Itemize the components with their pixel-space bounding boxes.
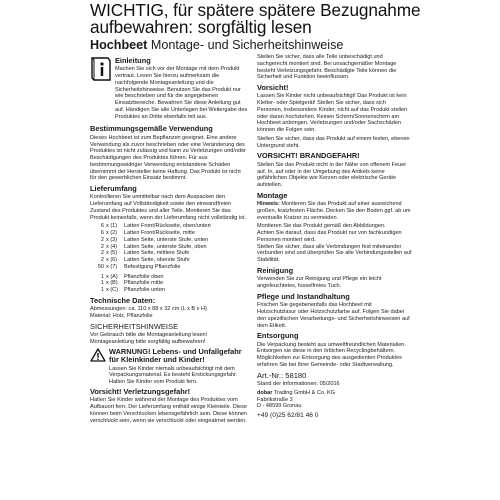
part-row: 2 x (4) Latten Seite, unterste Stufe, oben — [100, 243, 207, 250]
montage-text-2: Montieren Sie das Produkt gemäß den Abbildungen. — [257, 223, 386, 230]
info-date: Stand der Informationen: 05/2016 — [257, 381, 340, 388]
company-city: D - 48599 Gronau — [257, 403, 302, 410]
part-row: 1 x (A) Pflanzfolie oben — [100, 273, 164, 280]
vorsicht-text-left: Halten Sie Kinder während der Montage des Produktes vom Aufbauort fern. Der Lieferumfang enthält einige Kleinteile. Diese können beim Verschlucken lebensgefährlich sein. Diese können verschluckt sein, wenn sie verschluckt oder eingeatmet werden. — [90, 397, 247, 424]
company-street: Fabrikstraße 3 — [257, 396, 293, 403]
reinigung-heading: Reinigung — [257, 265, 294, 275]
company-phone: +49 (0)25 62/81 46 0 — [257, 412, 319, 420]
part-row: 6 x (1) Latten Front/Rückseite, oben/unten — [100, 223, 211, 230]
einleitung-section — [90, 54, 248, 122]
montage-safety-text: Stellen Sie sicher, dass alle Teile unbeschädigt und sachgerecht montiert sind. Bei unsachgemäßer Montage besteht Verletzungsgefahr. Beschädigte Teile können die Sicherheit und Funktion beeinflussen. — [257, 54, 397, 81]
vorsicht-heading-left: Vorsicht! Verletzungsgefahr! — [90, 386, 191, 396]
vorsicht-text: Lassen Sie Kinder nicht unbeaufsichtigt! Das Produkt ist kein Kletter- oder Spielgerät! Stellen Sie sicher, dass sich Personen, insbesondere Kinder, nicht auf das Produkt stellen oder daran hochziehen. Keinen Schirm/Sonnenschirm am Hochbeet anbringen. Verletzungen und/oder Sachschäden können die Folgen sein. — [257, 93, 408, 134]
right-column — [257, 54, 412, 420]
warnung-heading: WARNUNG! Lebens- und Unfallgefahr für Kleinkinder und Kinder! — [109, 346, 242, 365]
product-name: Hochbeet — [90, 38, 148, 52]
article-number: Art.-Nr.: 58180 — [257, 370, 307, 380]
pflege-heading: Pflege und Instandhaltung — [257, 291, 350, 301]
entsorgung-text: Die Verpackung besteht aus umweltfreundlichen Materialien. Entsorgen sie diese in den örtlichen Recyclingbehältern. Möglichkeiten zur Entsorgung des ausgedienten Produktes erfahren Sie bei Ihrer Gemeinde- oder Stadtverwaltung. — [257, 341, 406, 368]
company-name: dobar Trading GmbH & Co. KG — [257, 389, 336, 396]
pflege-text: Frischen Sie gegebenenfalls das Hochbeet mit Holzschutzlasur oder Holzschutzfarbe auf. Folgen Sie dabei den spezifischen Verarbeitungs- und Sicherheitshinweisen auf dem Etikett. — [257, 302, 410, 329]
vorsicht-heading: Vorsicht! — [257, 83, 289, 92]
part-row: 2 x (3) Latten Seite, unterste Stufe, unten — [100, 236, 209, 243]
lieferumfang-text: Kontrollieren Sie unmittelbar nach dem Auspacken den Lieferumfang auf Vollständigkeit sowie den einwandfreien Zustand des Produktes und aller Teile. Montieren Sie das Produkt keinesfalls, wenn der Lieferumfang nicht vollständig ist. — [90, 194, 247, 221]
sicherheit-heading: SICHERHEITSHINWEISE — [90, 321, 179, 331]
hinweis-label: Hinweis: — [257, 201, 280, 208]
part-row: 2 x (5) Latten Seite, mittlere Stufe — [100, 250, 190, 257]
technik-heading: Technische Daten: — [90, 295, 156, 305]
brand-text: Stellen Sie das Produkt nicht in der Nähe von offenem Feuer auf. In, auf oder in der Umgebung des Artikels keine gefährlichen Objekte wie Kerzen oder elektrische Geräte aufstellen. — [257, 161, 407, 189]
brand-heading: VORSICHT! BRANDGEFAHR! — [257, 151, 360, 161]
warnung-text: Lassen Sie Kinder niemals unbeaufsichtigt mit dem Verpackungsmaterial. Es besteht Erstickungsgefahr. Halten Sie Kinder vom Produkt fern. — [109, 365, 238, 386]
entsorgung-heading: Entsorgung — [257, 331, 299, 341]
part-row: 50 x (7) Befestigung Pflanzfolie — [97, 263, 181, 270]
technik-dimensions: Abmessungen: ca. 110 x 88 x 32 cm (L x B x H) — [90, 306, 207, 313]
page-title: WICHTIG, für spätere spätere Bezugnahme aufbewahren: sorgfältig lesen — [90, 0, 421, 37]
contact-block — [257, 390, 412, 420]
vorsicht-text-2: Stellen Sie sicher, dass das Produkt auf einem festen, ebenen Untergrund steht. — [257, 135, 410, 149]
left-column — [90, 54, 248, 426]
part-row: 1 x (B) Pflanzfolie mitte — [100, 280, 164, 287]
einleitung-text: Machen Sie sich vor der Montage mit dem Produkt vertraut. Lesen Sie hierzu aufmerksam die nachfolgende Montageanleitung und die Sicherheitshinweise. Benutzen Sie das Produkt nur wie beschrieben und für die angegebenen Einsatzbereiche. Bewahren Sie diese Anleitung gut auf. Händigen Sie alle Unterlagen bei Weitergabe des Produktes an Dritte ebenfalls mit aus. — [115, 66, 248, 120]
part-row: 2 x (6) Latten Seite, oberste Stufe — [100, 257, 190, 264]
montage-hinweis: Hinweis: Montieren Sie das Produkt auf einer ausreichend großen, kratzfesten Fläche. Decken Sie den Boden ggf. ab um eventuelle Kratzer zu vermeiden. — [257, 201, 411, 221]
info-book-icon — [90, 56, 112, 82]
montage-text-3: Achten Sie darauf, dass das Produkt nur von fachkundigen Personen montiert wird. — [257, 230, 402, 243]
parts-list-foil — [90, 274, 248, 294]
bestimmung-heading: Bestimmungsgemäße Verwendung — [90, 124, 213, 134]
parts-list — [90, 223, 248, 270]
technik-material: Material: Holz, Pflanzfolie — [90, 313, 153, 320]
bestimmung-text: Dieses Hochbeet ist zum Bepflanzen geeignet. Eine andere Verwendung als zuvor beschrieben oder eine Veränderung des Produktes ist nicht zulässig und kann zu Verletzungen und/oder Beschädigungen des Produktes führen. Für aus bestimmungswidriger Verwendung entstandene Schäden übernimmt der Hersteller keine Haftung. Das Produkt ist nicht für den gewerblichen Einsatz bestimmt. — [90, 134, 247, 182]
warnung-section — [90, 348, 248, 388]
montage-text-4: Stellen Sie sicher, dass alle Verbindungen fest miteinander verbunden sind und überprüfen Sie alle Verbindungsstellen auf Stabilität. — [257, 243, 412, 264]
reinigung-text: Verwenden Sie zur Reinigung und Pflege ein leicht angefeuchtetes, fusselfreies Tuch. — [257, 276, 382, 290]
einleitung-heading: Einleitung — [115, 56, 151, 65]
subtitle-text: Montage- und Sicherheitshinweise — [147, 38, 344, 52]
sicherheit-text: Vor Gebrauch bitte die Montageanleitung lesen! Montageanleitung bitte sorgfältig aufbewahren! — [90, 332, 208, 346]
lieferumfang-heading: Lieferumfang — [90, 184, 137, 194]
warning-triangle-icon — [90, 348, 106, 362]
montage-heading: Montage — [257, 190, 288, 200]
page-subtitle — [90, 38, 490, 52]
part-row: 1 x (C) Pflanzfolie unten — [100, 287, 166, 294]
part-row: 6 x (2) Latten Front/Rückseite, mitte — [100, 230, 195, 237]
